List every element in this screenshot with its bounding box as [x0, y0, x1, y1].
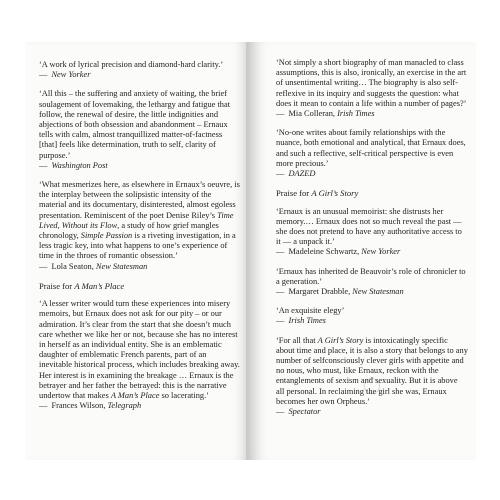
review-attribution: — Madeleine Schwartz, New Yorker: [276, 247, 401, 257]
review-attribution: — DAZED: [276, 169, 316, 179]
review-entry: [276, 306, 468, 326]
review-entry: [276, 267, 468, 298]
review-entry: [39, 89, 240, 171]
review-quote: ‘A work of lyrical precision and diamond-hard clarity.’: [39, 60, 224, 69]
review-attribution: — Irish Times: [276, 316, 326, 326]
review-entry: [276, 58, 468, 119]
review-entry: [276, 128, 468, 179]
review-quote: ‘An exquisite elegy’: [276, 306, 345, 316]
section-heading: Praise for A Girl’s Story: [276, 188, 359, 199]
review-attribution: — Washington Post: [39, 160, 108, 170]
left-page: [25, 42, 250, 460]
review-quote: ‘No-one writes about family relationships with the nuance, both emotional and analytical, that Ernaux does, and such a reflective, self-critical perspective is even more precious.’: [276, 128, 466, 168]
review-quote: ‘A lesser writer would turn these experiences into misery memoirs, but Ernaux does not ask for our pity – or our admiration. It’s clear from the start that she doesn’t much care whether we like her or not, because she has no interest in herself as an individual entity. She is an emblematic daughter of emblematic French parents, part of an inevitable historical process, which includes breaking away. Her interest is in examining the breakage … Ernaux is the betrayer and her father the betrayed: this is the narrative undertow that makes A Man’s Place so lacerating.’: [39, 299, 240, 401]
review-attribution: — New Yorker: [39, 70, 91, 80]
section-heading: Praise for A Man’s Place: [39, 280, 125, 291]
review-quote: ‘For all that A Girl’s Story is intoxicatingly specific about time and place, it is also a story that belongs to any number of selfconsciously clever girls with appetite and no nous, who must, like Ernaux, reckon with the entanglements of sexism and sexuality. But it is above all personal. In reclaiming the girl she was, Ernaux becomes her own Orpheus.’: [276, 335, 468, 406]
review-attribution: — Margaret Drabble, New Statesman: [276, 287, 404, 297]
review-entry: [39, 60, 240, 80]
review-entry: [39, 299, 240, 411]
review-quote: ‘All this – the suffering and anxiety of waiting, the brief soulagement of lovemaking, the lethargy and fatigue that follow, the renewal of desire, the little indignities and abjections of both obsession and abandonment – Ernaux tells with calm, almost tranquillized matter-of-factness [that] feels like determination, truth to self, clarity of purpose.’: [39, 89, 231, 160]
review-quote: ‘What mesmerizes here, as elsewhere in Ernaux’s oeuvre, is the interplay between the solipsistic intensity of the material and its documentary, disinterested, almost egoless presentation. Reminiscent of the poet Denise Riley’s Time Lived, Without its Flow, a study of how grief mangles chronology, Simple Passion is a riveting investigation, in a less tragic key, into what happens to one’s experience of time in the throes of romantic obsession.’: [39, 180, 240, 261]
review-attribution: — Frances Wilson, Telegraph: [39, 401, 142, 411]
review-attribution: — Spectator: [276, 407, 321, 417]
review-entry: [276, 336, 468, 418]
review-entry: [39, 180, 240, 272]
review-quote: ‘Ernaux is an unusual memoirist: she distrusts her memory.… Ernaux does not so much reveal the past — she does not pretend to have any authoritative access to it — a unpack it.’: [276, 206, 462, 247]
review-attribution: — Mia Colleran, Irish Times: [276, 109, 375, 119]
review-attribution: — Lola Seaton, New Statesman: [39, 261, 148, 271]
review-quote: ‘Ernaux has inherited de Beauvoir’s role of chronicler to a generation.’: [276, 266, 466, 286]
publisher-emblem-icon: [364, 378, 380, 394]
review-quote: ‘Not simply a short biography of man manacled to class assumptions, this is also, ironically, an exercise in the art of unsentimental writing… The biography is also self-reflexive in its inquiry and suggests the question: what does it mean to contain a life within a number of pages?’: [276, 58, 467, 108]
right-page: [250, 42, 476, 460]
review-entry: [276, 207, 468, 258]
